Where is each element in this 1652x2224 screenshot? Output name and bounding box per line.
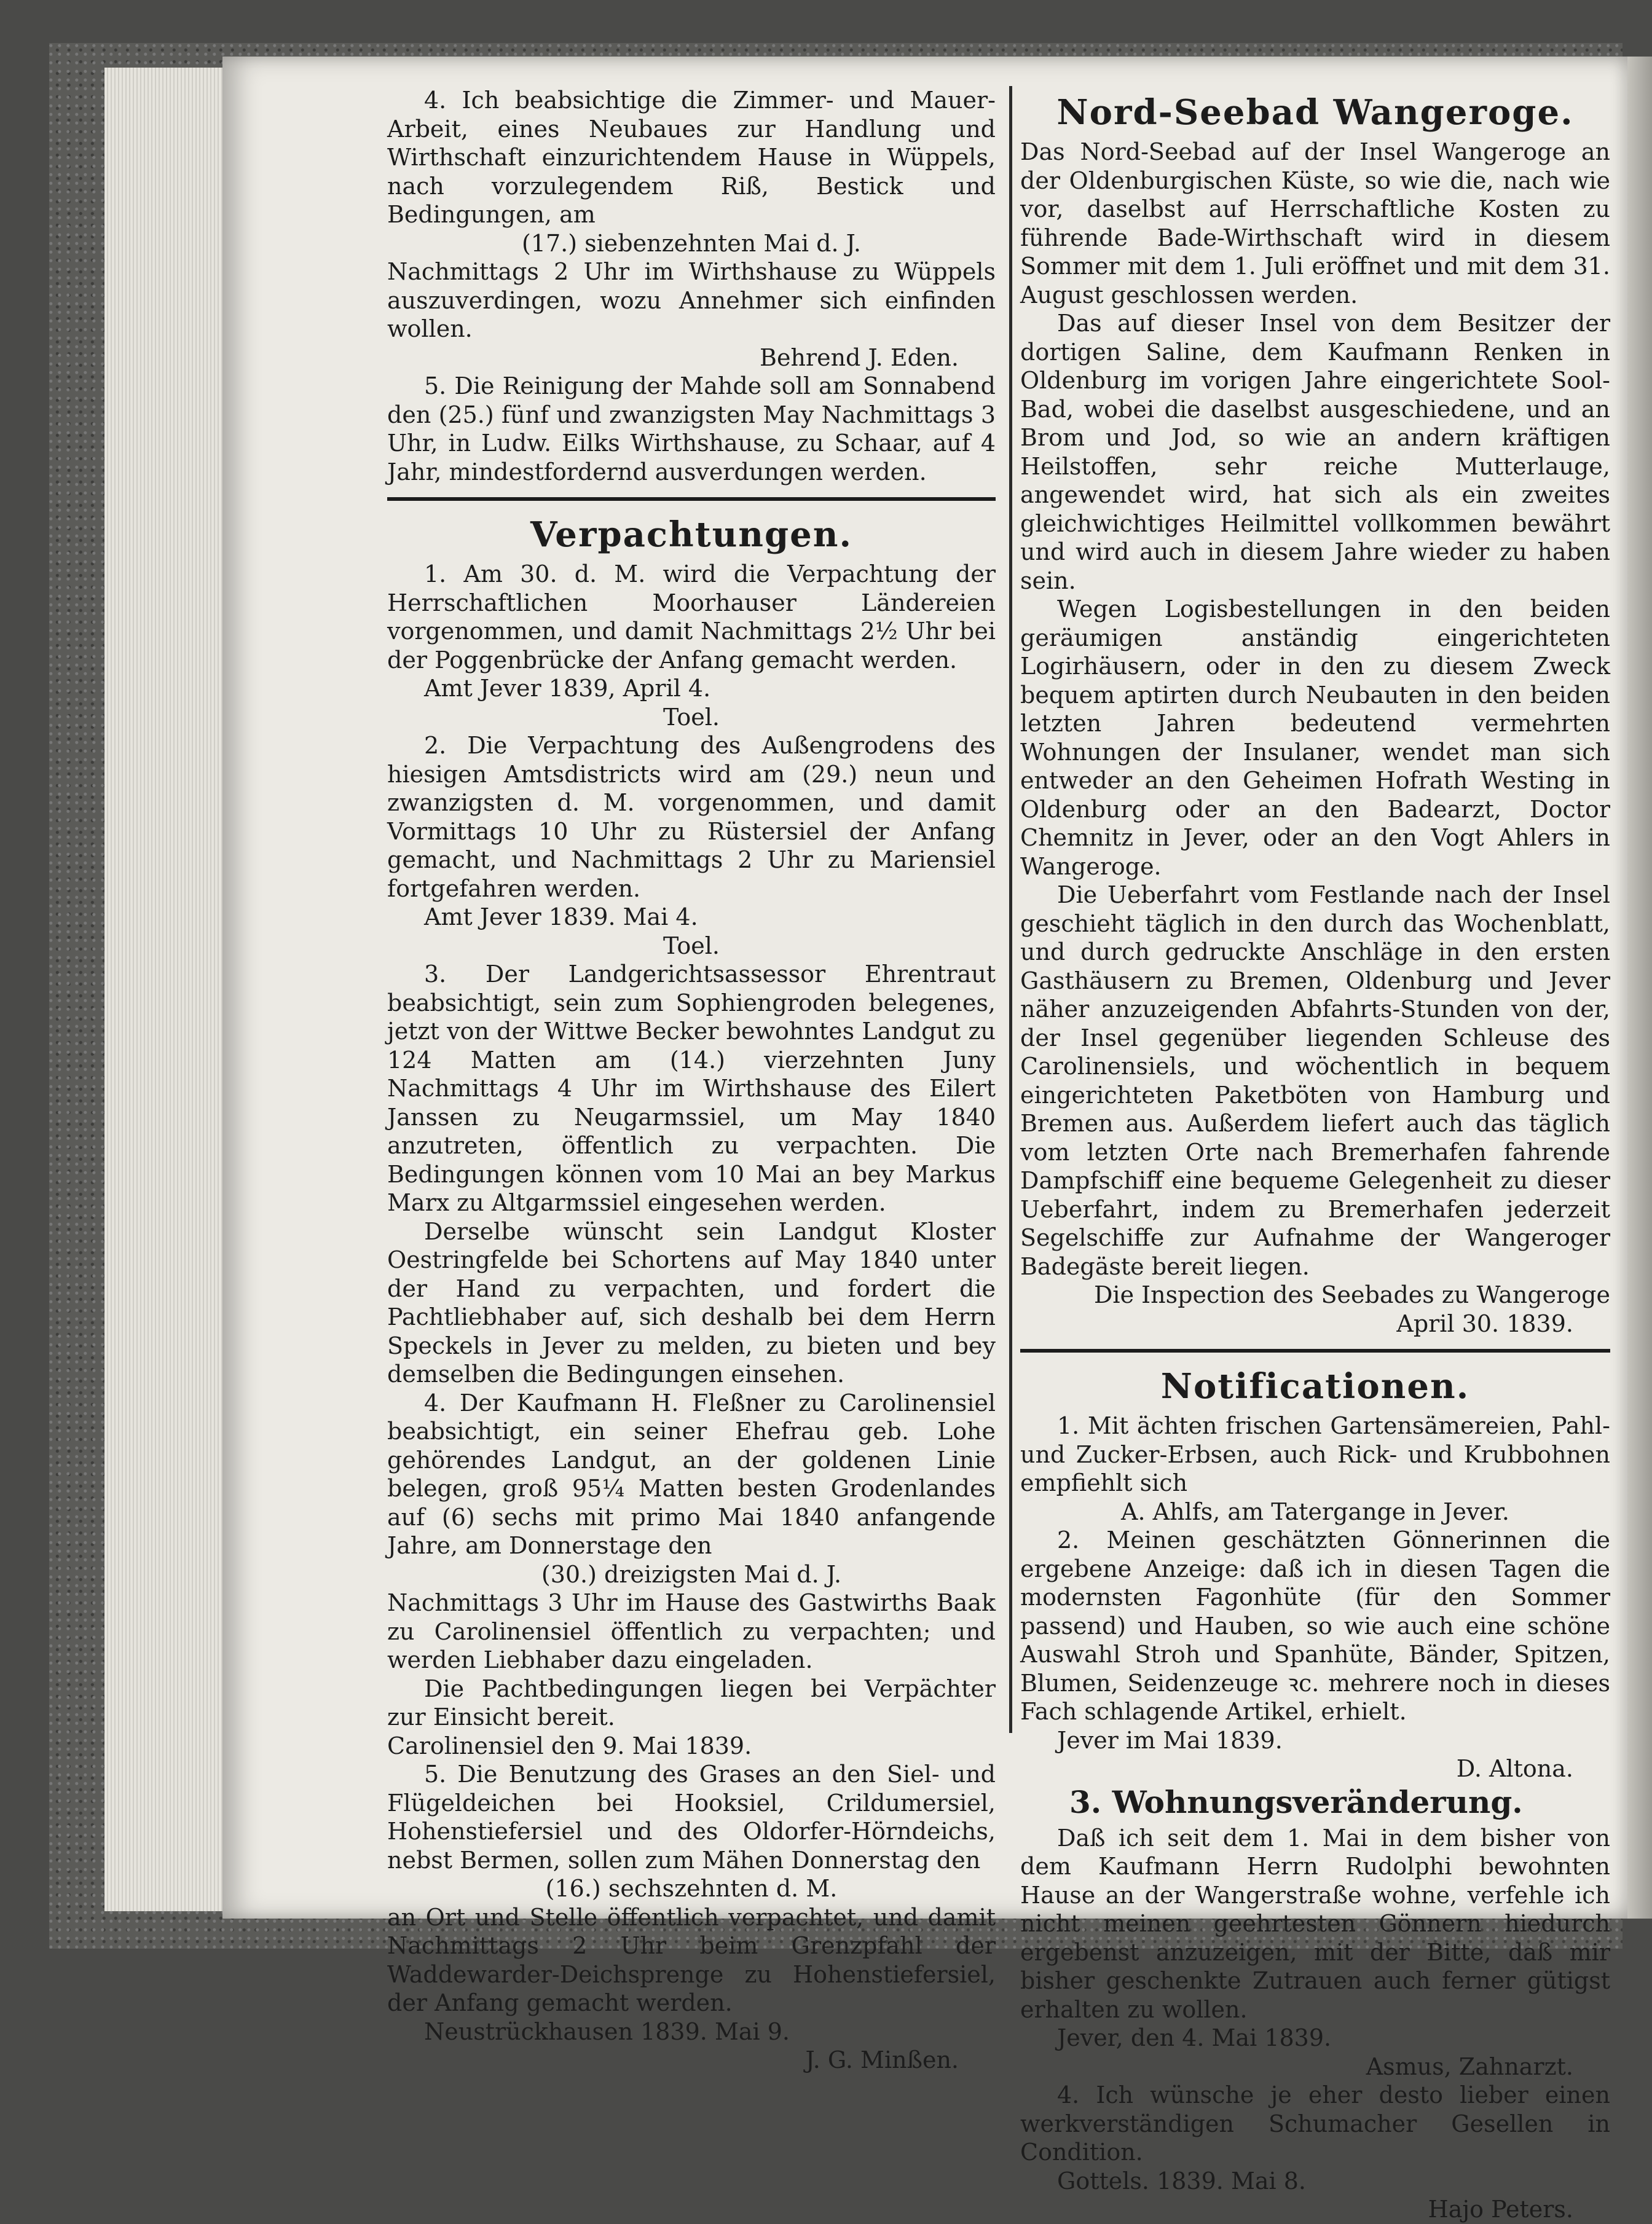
section-rule [387, 497, 996, 501]
column-divider [1009, 86, 1012, 1733]
subheading-wohnung: 3. Wohnungsveränderung. [1069, 1783, 1523, 1820]
notification-2-place: Jever im Mai 1839. [1057, 1726, 1283, 1754]
seebad-para-4: Die Ueberfahrt vom Festlande nach der Insel geschieht täglich in den durch das Wochenblatt, und durch gedruckte Anschläge in den ersten Gasthäusern zu Bremen, Oldenburg und Jever näher anzuzeigenden Abfahrts-Stunden von der, der Insel gegenüber liegenden Schleuse des Carolinensiels, und wöchentlich in bequem eingerichteten Paketböten von Hamburg und Bremen aus. Außerdem liefert auch das täglich vom letzten Orte nach Bremerhafen fahrende Dampfschiff eine bequeme Gelegenheit zu dieser Ueberfahrt, indem zu Bremerhafen jederzeit Segelschiffe zur Aufnahme der Wangeroger Badegäste bereit liegen. [1020, 881, 1610, 1280]
notice-4-date: (17.) siebenzehnten Mai d. J. [521, 229, 861, 257]
verpachtung-5-cont: an Ort und Stelle öffentlich verpachtet, und damit Nachmittags 2 Uhr beim Grenzpfahl der Waddewarder-Deichsprenge zu Hohenstiefersiel, der Anfang gemacht werden. [387, 1903, 996, 2016]
notification-2: 2. Meinen geschätzten Gönnerinnen die ergebene Anzeige: daß ich in diesen Tagen die modernsten Fagonhüte (für den Sommer passend) und Hauben, so wie auch eine schöne Auswahl Stroh und Spanhüte, Bänder, Spitzen, Blumen, Seidenzeuge ꝛc. mehrere noch in dieses Fach schlagende Artikel, erhielt. [1020, 1527, 1610, 1725]
seebad-date: April 30. 1839. [1396, 1310, 1573, 1337]
verpachtung-5-signature: J. G. Minßen. [805, 2046, 959, 2073]
notification-4: 4. Ich wünsche je eher desto lieber einen werkverständigen Schumacher Gesellen in Condition. [1020, 2081, 1610, 2166]
verpachtung-4-cont: Nachmittags 3 Uhr im Hause des Gastwirths Baak zu Carolinensiel öffentlich zu verpachten; und werden Liebhaber dazu eingeladen. [387, 1589, 996, 1673]
heading-seebad: Nord-Seebad Wangeroge. [1056, 92, 1574, 133]
notification-4-place: Gottels. 1839. Mai 8. [1057, 2167, 1306, 2195]
seebad-signature: Die Inspection des Seebades zu Wangeroge [1093, 1281, 1610, 1308]
notice-4-cont: Nachmittags 2 Uhr im Wirthshause zu Wüppels auszuverdingen, wozu Annehmer sich einfinden wollen. [387, 258, 996, 342]
verpachtung-4-date: (30.) dreizigsten Mai d. J. [541, 1560, 842, 1588]
notification-4-signature: Hajo Peters. [1428, 2196, 1573, 2223]
notice-5: 5. Die Reinigung der Mahde soll am Sonnabend den (25.) fünf und zwanzigsten May Nachmittags 3 Uhr, in Ludw. Eilks Wirthshause, zu Schaar, auf 4 Jahr, mindestfordernd ausverdungen werden. [387, 372, 996, 485]
verpachtung-1-signature: Toel. [663, 703, 720, 731]
verpachtung-1: 1. Am 30. d. M. wird die Verpachtung der Herrschaftlichen Moorhauser Ländereien vorgenommen, und damit Nachmittags 2½ Uhr bei der Poggenbrücke der Anfang gemacht werden. [387, 560, 996, 674]
verpachtung-4: 4. Der Kaufmann H. Fleßner zu Carolinensiel beabsichtigt, ein seiner Ehefrau geb. Lohe gehörendes Landgut, an der goldenen Linie belegen, groß 95¼ Matten besten Grodenlandes auf (6) sechs mit primo Mai 1840 anfangende Jahre, am Donnerstage den [387, 1389, 996, 1559]
verpachtung-2-date: Amt Jever 1839. Mai 4. [424, 903, 698, 930]
seebad-para-2: Das auf dieser Insel von dem Besitzer der dortigen Saline, dem Kaufmann Renken in Oldenburg im vorigen Jahre eingerichtete Sool-Bad, wobei die daselbst ausgeschiedene, und an Brom und Jod, so wie an andern kräftigen Heilstoffen, sehr reiche Mutterlauge, angewendet wird, hat sich als ein zweites gleichwichtiges Heilmittel vollkommen bewährt und wird auch in diesem Jahre wieder zu haben sein. [1020, 310, 1610, 594]
verpachtung-5-place: Neustrückhausen 1839. Mai 9. [424, 2018, 790, 2045]
notification-3-place: Jever, den 4. Mai 1839. [1057, 2024, 1332, 2051]
left-column [387, 86, 996, 2075]
notification-1: 1. Mit ächten frischen Gartensämereien, Pahl- und Zucker-Erbsen, auch Rick- und Krubbohnen empfiehlt sich [1020, 1412, 1610, 1496]
verpachtung-2-signature: Toel. [663, 932, 720, 959]
verpachtung-5: 5. Die Benutzung des Grases an den Siel- und Flügeldeichen bei Hooksiel, Crildumersiel, Hohenstiefersiel und des Oldorfer-Hörndeichs, nebst Bermen, sollen zum Mähen Donnerstag den [387, 1761, 996, 1874]
verpachtung-3: 3. Der Landgerichtsassessor Ehrentraut beabsichtigt, sein zum Sophiengroden belegenes, jetzt von der Wittwe Becker bewohntes Landgut zu 124 Matten am (14.) vierzehnten Juny Nachmittags 4 Uhr im Wirthshause des Eilert Janssen zu Neugarmssiel, um May 1840 anzutreten, öffentlich zu verpachten. Die Bedingungen können vom 10 Mai an bey Markus Marx zu Altgarmssiel eingesehen werden. [387, 961, 996, 1216]
right-column [1020, 86, 1610, 2224]
notification-2-signature: D. Altona. [1456, 1755, 1573, 1782]
notification-3: Daß ich seit dem 1. Mai in dem bisher von dem Kaufmann Herrn Rudolphi bewohnten Hause an der Wangerstraße wohne, verfehle ich nicht meinen geehrtesten Gönnern hiedurch ergebenst anzuzeigen, mit der Bitte, daß mir bisher geschenkte Zutrauen auch ferner gütigst erhalten zu wollen. [1020, 1824, 1610, 2023]
notification-1-signature: A. Ahlfs, am Tatergange in Jever. [1121, 1498, 1509, 1525]
verpachtung-1-date: Amt Jever 1839, April 4. [424, 675, 711, 702]
verpachtung-2: 2. Die Verpachtung des Außengrodens des hiesigen Amtsdistricts wird am (29.) neun und zwanzigsten d. M. vorgenommen, und damit Vormittags 10 Uhr zu Rüstersiel der Anfang gemacht, und Nachmittags 2 Uhr zu Mariensiel fortgefahren werden. [387, 732, 996, 902]
verpachtung-4-cont2: Die Pachtbedingungen liegen bei Verpächter zur Einsicht bereit. [387, 1675, 996, 1731]
verpachtung-5-date: (16.) sechszehnten d. M. [545, 1875, 838, 1902]
notification-3-signature: Asmus, Zahnarzt. [1366, 2053, 1573, 2080]
heading-notificationen: Notificationen. [1160, 1366, 1470, 1407]
notice-4: 4. Ich beabsichtige die Zimmer- und Mauer-Arbeit, eines Neubaues zur Handlung und Wirthschaft einzurichtendem Hause in Wüppels, nach vorzulegendem Riß, Bestick und Bedingungen, am [387, 87, 996, 228]
verpachtung-4-place: Carolinensiel den 9. Mai 1839. [387, 1732, 752, 1759]
heading-verpachtungen: Verpachtungen. [530, 514, 852, 555]
page-stack-edges [104, 68, 227, 1911]
notice-4-signature: Behrend J. Eden. [760, 344, 959, 371]
verpachtung-3b: Derselbe wünscht sein Landgut Kloster Oestringfelde bei Schortens auf May 1840 unter der Hand zu verpachten, und fordert die Pachtliebhaber auf, sich deshalb bei dem Herrn Speckels in Jever zu melden, zu bieten und bey demselben die Bedingungen einsehen. [387, 1217, 996, 1388]
seebad-para-1: Das Nord-Seebad auf der Insel Wangeroge an der Oldenburgischen Küste, so wie die, nach wie vor, daselbst auf Herrschaftliche Kosten zu führende Bade-Wirthschaft wird in diesem Sommer mit dem 1. Juli eröffnet und mit dem 31. August geschlossen werden. [1020, 138, 1610, 308]
seebad-para-3: Wegen Logisbestellungen in den beiden geräumigen anständig eingerichteten Logirhäusern, oder in den zu diesem Zweck bequem aptirten durch Neubauten in den beiden letzten Jahren bedeutend vermehrten Wohnungen der Insulaner, wendet man sich entweder an den Geheimen Hofrath Westing in Oldenburg oder an den Badearzt, Doctor Chemnitz in Jever, oder an den Vogt Ahlers in Wangeroge. [1020, 595, 1610, 880]
section-rule-right [1020, 1349, 1610, 1353]
